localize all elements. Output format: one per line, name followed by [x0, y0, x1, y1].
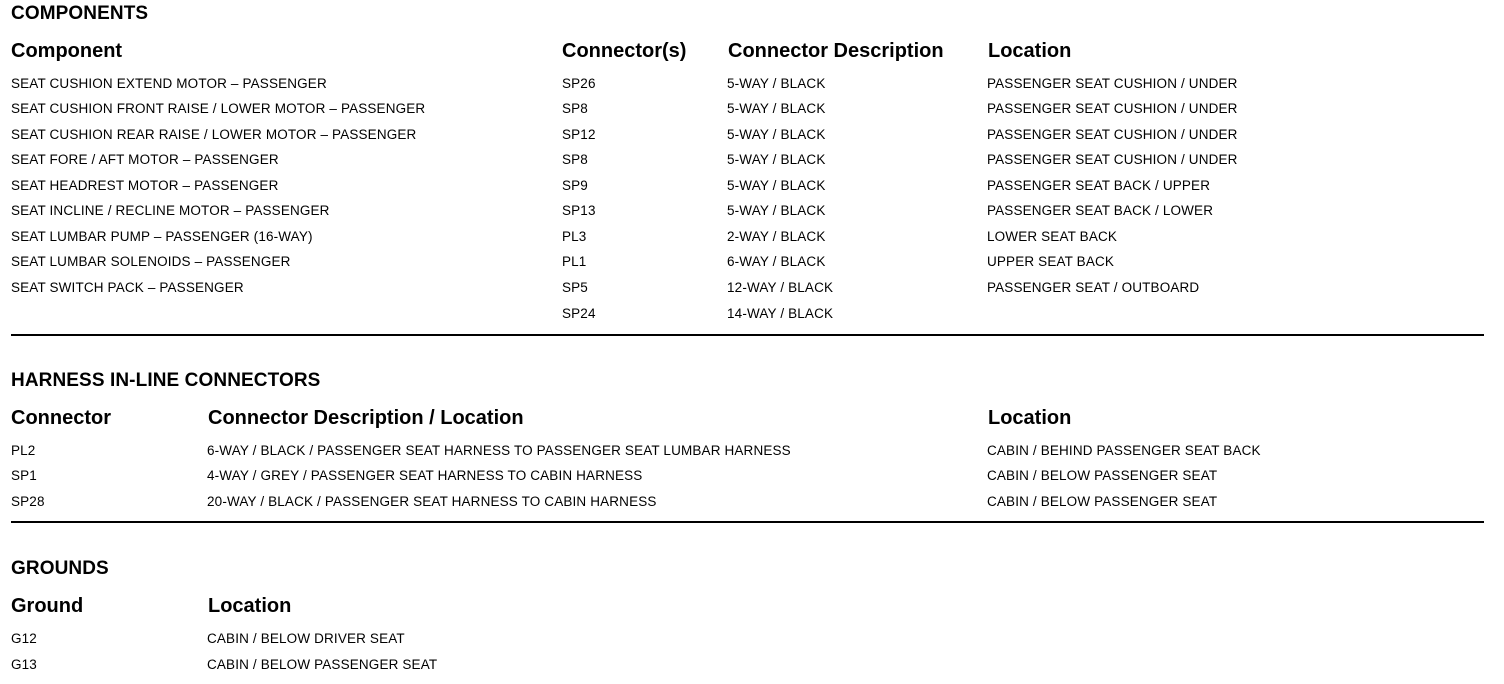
harness-header-location: Location	[988, 407, 1072, 429]
component-cell: SEAT LUMBAR PUMP – PASSENGER (16-WAY)	[11, 229, 313, 244]
location-cell: UPPER SEAT BACK	[987, 254, 1115, 269]
components-title: COMPONENTS	[11, 3, 149, 24]
location-cell: PASSENGER SEAT CUSHION / UNDER	[987, 101, 1238, 116]
connector-cell: PL1	[562, 254, 587, 269]
description-cell: 5-WAY / BLACK	[727, 152, 826, 167]
section-divider	[11, 521, 1484, 523]
harness-title: HARNESS IN-LINE CONNECTORS	[11, 370, 321, 391]
description-cell: 5-WAY / BLACK	[727, 203, 826, 218]
connector-cell: SP26	[562, 76, 596, 91]
harness-connector-cell: SP1	[11, 468, 37, 483]
harness-location-cell: CABIN / BEHIND PASSENGER SEAT BACK	[987, 443, 1261, 458]
location-cell: PASSENGER SEAT BACK / LOWER	[987, 203, 1214, 218]
description-cell: 5-WAY / BLACK	[727, 127, 826, 142]
description-cell: 2-WAY / BLACK	[727, 229, 826, 244]
components-header-description: Connector Description	[728, 40, 944, 62]
component-cell: SEAT CUSHION REAR RAISE / LOWER MOTOR – PASSENGER	[11, 127, 417, 142]
description-cell: 6-WAY / BLACK	[727, 254, 826, 269]
grounds-title: GROUNDS	[11, 558, 109, 579]
component-cell: SEAT CUSHION EXTEND MOTOR – PASSENGER	[11, 76, 327, 91]
connector-cell: SP5	[562, 280, 588, 295]
description-cell: 5-WAY / BLACK	[727, 76, 826, 91]
grounds-header-ground: Ground	[11, 595, 84, 617]
connector-cell: SP24	[562, 306, 596, 321]
harness-header-description: Connector Description / Location	[208, 407, 524, 429]
location-cell: PASSENGER SEAT CUSHION / UNDER	[987, 152, 1238, 167]
components-header-connectors: Connector(s)	[562, 40, 687, 62]
harness-connector-cell: PL2	[11, 443, 36, 458]
harness-description-cell: 4-WAY / GREY / PASSENGER SEAT HARNESS TO CABIN HARNESS	[207, 468, 643, 483]
location-cell: PASSENGER SEAT BACK / UPPER	[987, 178, 1211, 193]
harness-header-connector: Connector	[11, 407, 111, 429]
location-cell: PASSENGER SEAT / OUTBOARD	[987, 280, 1200, 295]
section-divider	[11, 334, 1484, 336]
ground-location-cell: CABIN / BELOW PASSENGER SEAT	[207, 657, 438, 672]
description-cell: 14-WAY / BLACK	[727, 306, 834, 321]
component-cell: SEAT LUMBAR SOLENOIDS – PASSENGER	[11, 254, 291, 269]
connector-cell: SP13	[562, 203, 596, 218]
connector-cell: SP8	[562, 101, 588, 116]
grounds-header-location: Location	[208, 595, 292, 617]
harness-location-cell: CABIN / BELOW PASSENGER SEAT	[987, 468, 1218, 483]
components-header-location: Location	[988, 40, 1072, 62]
ground-id-cell: G12	[11, 631, 37, 646]
component-cell: SEAT FORE / AFT MOTOR – PASSENGER	[11, 152, 279, 167]
harness-connector-cell: SP28	[11, 494, 45, 509]
component-cell: SEAT CUSHION FRONT RAISE / LOWER MOTOR – PASSENGER	[11, 101, 426, 116]
location-cell: PASSENGER SEAT CUSHION / UNDER	[987, 76, 1238, 91]
harness-description-cell: 6-WAY / BLACK / PASSENGER SEAT HARNESS TO PASSENGER SEAT LUMBAR HARNESS	[207, 443, 791, 458]
location-cell: LOWER SEAT BACK	[987, 229, 1118, 244]
location-cell: PASSENGER SEAT CUSHION / UNDER	[987, 127, 1238, 142]
harness-location-cell: CABIN / BELOW PASSENGER SEAT	[987, 494, 1218, 509]
connector-cell: SP9	[562, 178, 588, 193]
description-cell: 5-WAY / BLACK	[727, 178, 826, 193]
connector-cell: PL3	[562, 229, 587, 244]
harness-description-cell: 20-WAY / BLACK / PASSENGER SEAT HARNESS TO CABIN HARNESS	[207, 494, 657, 509]
component-cell: SEAT HEADREST MOTOR – PASSENGER	[11, 178, 279, 193]
description-cell: 5-WAY / BLACK	[727, 101, 826, 116]
connector-cell: SP12	[562, 127, 596, 142]
component-cell: SEAT SWITCH PACK – PASSENGER	[11, 280, 244, 295]
ground-id-cell: G13	[11, 657, 37, 672]
components-header-component: Component	[11, 40, 123, 62]
component-cell: SEAT INCLINE / RECLINE MOTOR – PASSENGER	[11, 203, 330, 218]
connector-cell: SP8	[562, 152, 588, 167]
ground-location-cell: CABIN / BELOW DRIVER SEAT	[207, 631, 405, 646]
description-cell: 12-WAY / BLACK	[727, 280, 834, 295]
